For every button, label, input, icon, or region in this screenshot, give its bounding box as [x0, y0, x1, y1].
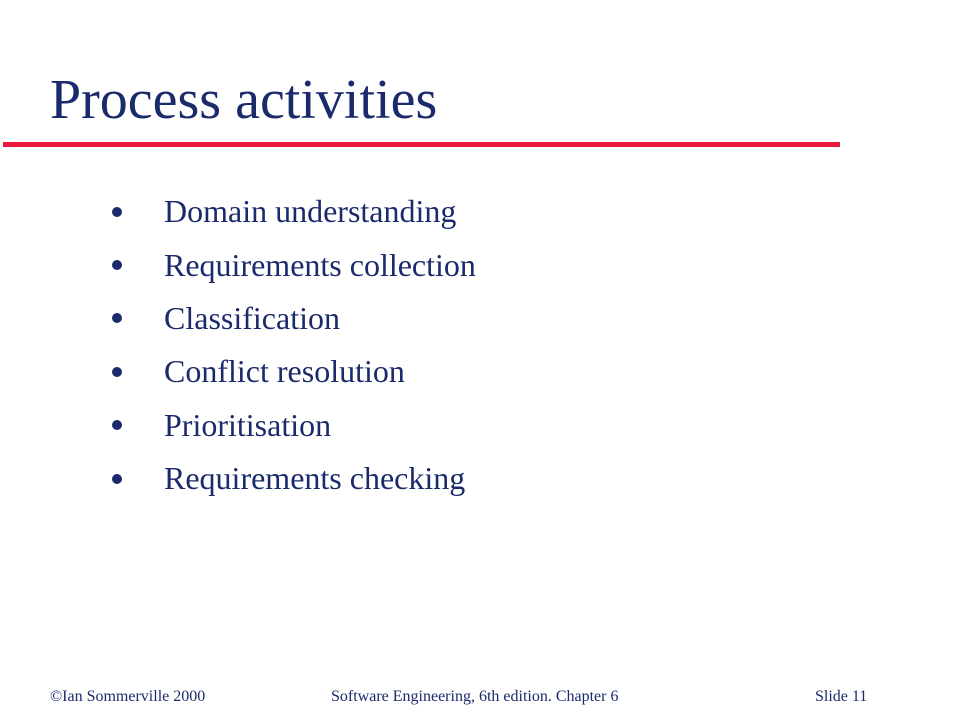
bullet-item [112, 238, 476, 291]
bullet-dot-icon [112, 474, 122, 484]
bullet-list [112, 185, 476, 505]
footer-book-title: Software Engineering, 6th edition. Chapter 6 [331, 688, 619, 705]
slide-title: Process activities [50, 69, 438, 131]
bullet-text: Requirements checking [164, 460, 466, 497]
bullet-dot-icon [112, 260, 122, 270]
bullet-dot-icon [112, 207, 122, 217]
bullet-item [112, 399, 476, 452]
bullet-text: Requirements collection [164, 246, 476, 283]
bullet-item [112, 345, 476, 398]
bullet-dot-icon [112, 420, 122, 430]
bullet-text: Classification [164, 299, 340, 336]
bullet-dot-icon [112, 313, 122, 323]
bullet-text: Prioritisation [164, 406, 332, 443]
bullet-item [112, 452, 476, 505]
bullet-text: Conflict resolution [164, 353, 405, 390]
bullet-text: Domain understanding [164, 193, 457, 230]
footer-slide-number: Slide 11 [815, 688, 868, 705]
title-underline [3, 142, 840, 147]
bullet-item [112, 185, 476, 238]
bullet-dot-icon [112, 367, 122, 377]
footer-copyright: ©Ian Sommerville 2000 [50, 688, 206, 705]
bullet-item [112, 292, 476, 345]
